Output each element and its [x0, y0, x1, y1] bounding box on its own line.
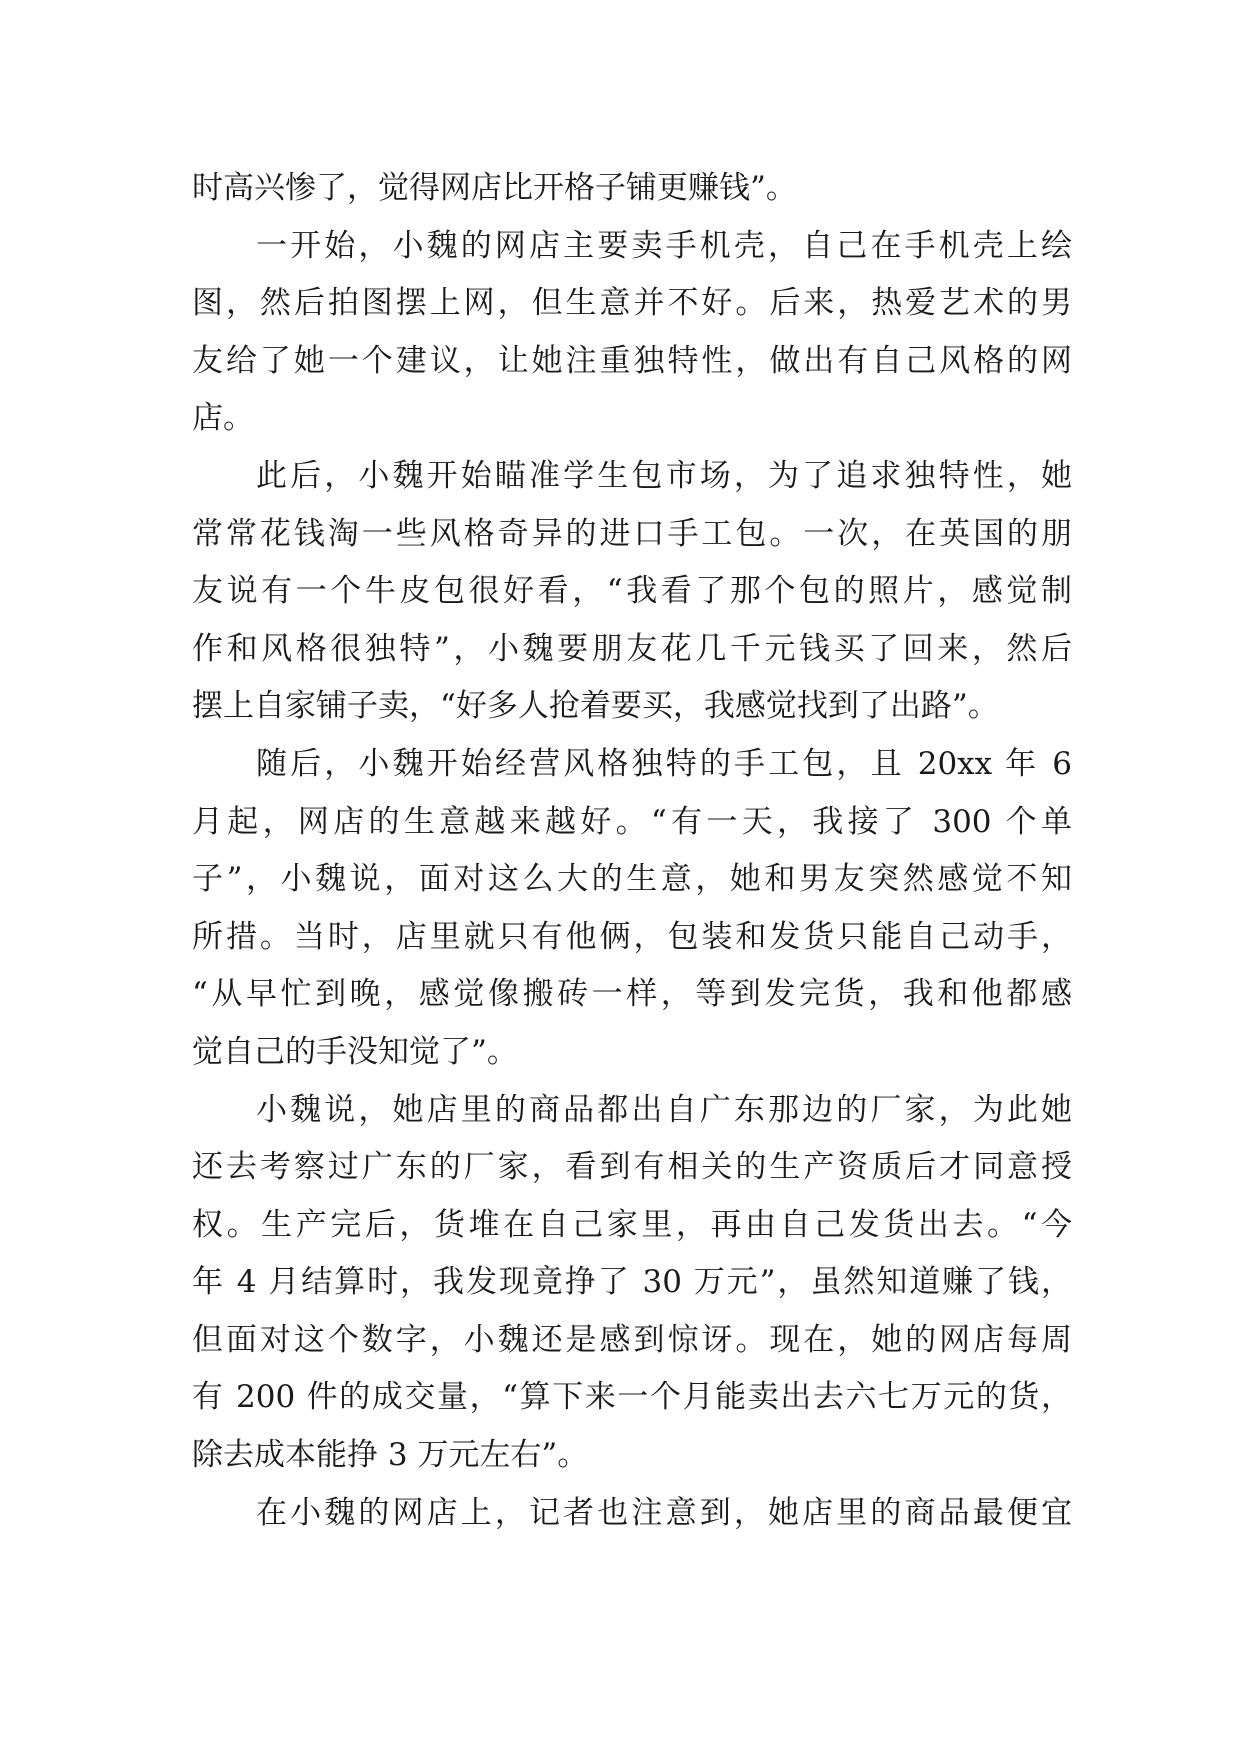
text-line: 但面对这个数字，小魏还是感到惊讶。现在，她的网店每周 [192, 1321, 1072, 1358]
text-line: 时高兴惨了，觉得网店比开格子铺更赚钱”。 [192, 170, 797, 206]
article-body [192, 160, 1072, 1542]
text-line: 权。生产完后，货堆在自己家里，再由自己发货出去。“今 [192, 1206, 1072, 1243]
text-line: 店。 [192, 400, 254, 437]
text-line: 有 200 件的成交量，“算下来一个月能卖出去六七万元的货， [192, 1379, 1072, 1416]
text-line: 常常花钱淘一些风格奇异的进口手工包。一次，在英国的朋 [192, 515, 1072, 552]
text-line: 作和风格很独特”，小魏要朋友花几千元钱买了回来，然后 [192, 630, 1072, 667]
text-line: 友给了她一个建议，让她注重独特性，做出有自己风格的网 [192, 342, 1072, 379]
text-line: 子”，小魏说，面对这么大的生意，她和男友突然感觉不知 [192, 861, 1072, 898]
paragraph [192, 218, 1072, 448]
text-line: 图，然后拍图摆上网，但生意并不好。后来，热爱艺术的男 [192, 285, 1072, 322]
paragraph [192, 448, 1072, 736]
text-line: 月起，网店的生意越来越好。“有一天，我接了 300 个单 [192, 803, 1072, 840]
paragraph [192, 1082, 1072, 1485]
text-line: 一开始，小魏的网店主要卖手机壳，自己在手机壳上绘 [256, 227, 1072, 264]
text-line: 此后，小魏开始瞄准学生包市场，为了追求独特性，她 [256, 457, 1072, 494]
text-line: 除去成本能挣 3 万元左右”。 [192, 1437, 589, 1474]
paragraph [192, 736, 1072, 1082]
text-line: 还去考察过广东的厂家，看到有相关的生产资质后才同意授 [192, 1149, 1072, 1186]
text-line: 友说有一个牛皮包很好看，“我看了那个包的照片，感觉制 [192, 573, 1072, 610]
text-line: 随后，小魏开始经营风格独特的手工包，且 20xx 年 6 [256, 745, 1072, 782]
text-line: 年 4 月结算时，我发现竟挣了 30 万元”，虽然知道赚了钱， [192, 1264, 1072, 1301]
text-line: “从早忙到晚，感觉像搬砖一样，等到发完货，我和他都感 [192, 976, 1072, 1013]
paragraph [192, 160, 1072, 218]
text-line: 觉自己的手没知觉了”。 [192, 1033, 518, 1070]
text-line: 在小魏的网店上，记者也注意到，她店里的商品最便宜 [256, 1494, 1072, 1531]
paragraph [192, 1485, 1072, 1543]
text-line: 所措。当时，店里就只有他俩，包装和发货只能自己动手， [192, 918, 1072, 955]
text-line: 摆上自家铺子卖，“好多人抢着要买，我感觉找到了出路”。 [192, 688, 999, 725]
text-line: 小魏说，她店里的商品都出自广东那边的厂家，为此她 [256, 1091, 1072, 1128]
